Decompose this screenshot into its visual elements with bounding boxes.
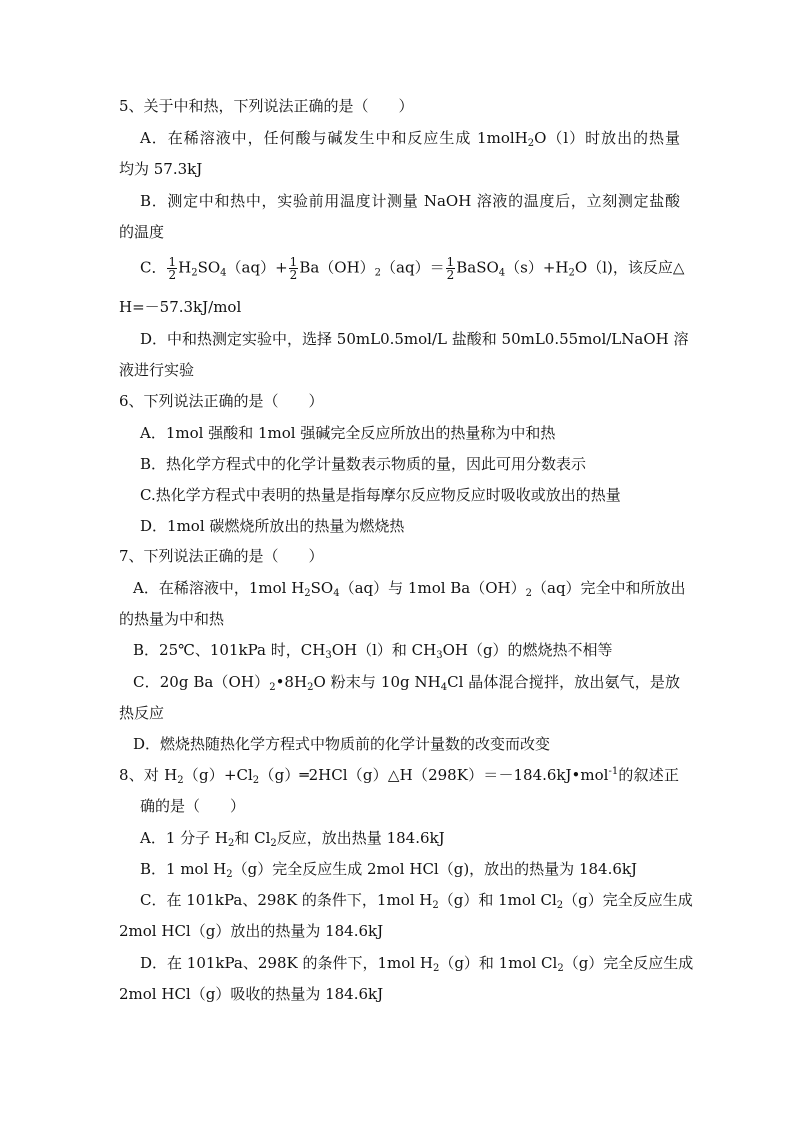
q8-option-a: A．1 分子 $H_2$和 $Cl_2$反应，放出热量 184.6kJ — [140, 829, 445, 849]
q5-option-c-equation: C． $\frac{1}{2}$ $H_2SO_4(aq)+$ $\frac{1}{2}$ $Ba(OH)_2(aq)=$ $\frac{1}{2}$ $BaSO_4(s)+H_2O(l)$，该反应△ — [140, 255, 685, 282]
q5-stem: 5、关于中和热，下列说法正确的是（ ） — [119, 97, 414, 115]
q7-option-c-line1: C．20g $Ba(OH)_2•8H_2O$ 粉末与 10g $NH_4Cl$ 晶体混合搅拌，放出氨气，是放 — [133, 673, 681, 693]
fraction-half: $\frac{1}{2}$ — [289, 255, 298, 282]
q5-option-b-line2: 的温度 — [119, 223, 165, 241]
q7-option-d: D．燃烧热随热化学方程式中物质前的化学计量数的改变而改变 — [133, 735, 551, 753]
q8-stem-line2: 确的是（ ） — [140, 797, 246, 815]
q5-option-a-line1: A．在稀溶液中，任何酸与碱发生中和反应生成 1molH$_2$O（l）时放出的热量 — [140, 129, 680, 149]
q8-option-c-line1: C．在 101kPa、298K 的条件下，1mol $H_2(g)$和 1mol $Cl_2(g)$完全反应生成 — [140, 891, 693, 911]
q5-option-d-line2: 液进行实验 — [119, 361, 195, 379]
q5-option-b-line1: B．测定中和热中，实验前用温度计测量 NaOH 溶液的温度后，立刻测定盐酸 — [140, 192, 680, 210]
q6-option-c: C.热化学方程式中表明的热量是指每摩尔反应物反应时吸收或放出的热量 — [140, 486, 621, 504]
q6-option-a: A．1mol 强酸和 1mol 强碱完全反应所放出的热量称为中和热 — [140, 424, 556, 442]
fraction-half: $\frac{1}{2}$ — [446, 255, 455, 282]
q8-stem-line1: 8、对 $H_2(g)+Cl_2(g)═2HCl(g)\triangle H(298K)=-184.6kJ•mol^{-1}$的叙述正 — [119, 766, 679, 786]
q7-option-a-line1: A．在稀溶液中，1mol $H_2SO_4(aq)$与 1mol $Ba(OH)_2(aq)$完全中和所放出 — [133, 579, 686, 599]
q8-option-d-line1: D．在 101kPa、298K 的条件下，1mol $H_2(g)$和 1mol $Cl_2(g)$完全反应生成 — [140, 954, 694, 974]
q7-option-c-line2: 热反应 — [119, 704, 165, 722]
fraction-half: $\frac{1}{2}$ — [168, 255, 177, 282]
q8-option-b: B．1 mol $H_2(g)$完全反应生成 2mol HCl（g)，放出的热量为 184.6kJ — [140, 860, 637, 880]
q7-option-a-line2: 的热量为中和热 — [119, 610, 225, 628]
q8-option-d-line2: 2mol HCl（g）吸收的热量为 184.6kJ — [119, 985, 384, 1003]
q6-option-d: D．1mol 碳燃烧所放出的热量为燃烧热 — [140, 517, 405, 535]
q8-option-c-line2: 2mol HCl（g）放出的热量为 184.6kJ — [119, 922, 384, 940]
q7-option-b: B．25℃、101kPa 时，$CH_3OH(l)$和 $CH_3OH(g)$的燃烧热不相等 — [133, 641, 613, 661]
q6-option-b: B．热化学方程式中的化学计量数表示物质的量，因此可用分数表示 — [140, 455, 587, 473]
q6-stem: 6、下列说法正确的是（ ） — [119, 392, 324, 410]
q5-option-a-line2: 均为 57.3kJ — [119, 160, 203, 178]
q5-option-c-line2: H=－57.3kJ/mol — [119, 298, 242, 316]
q5-option-d-line1: D．中和热测定实验中，选择 50mL0.5mol/L 盐酸和 50mL0.55mol/LNaOH 溶 — [140, 330, 689, 348]
q7-stem: 7、下列说法正确的是（ ） — [119, 547, 324, 565]
